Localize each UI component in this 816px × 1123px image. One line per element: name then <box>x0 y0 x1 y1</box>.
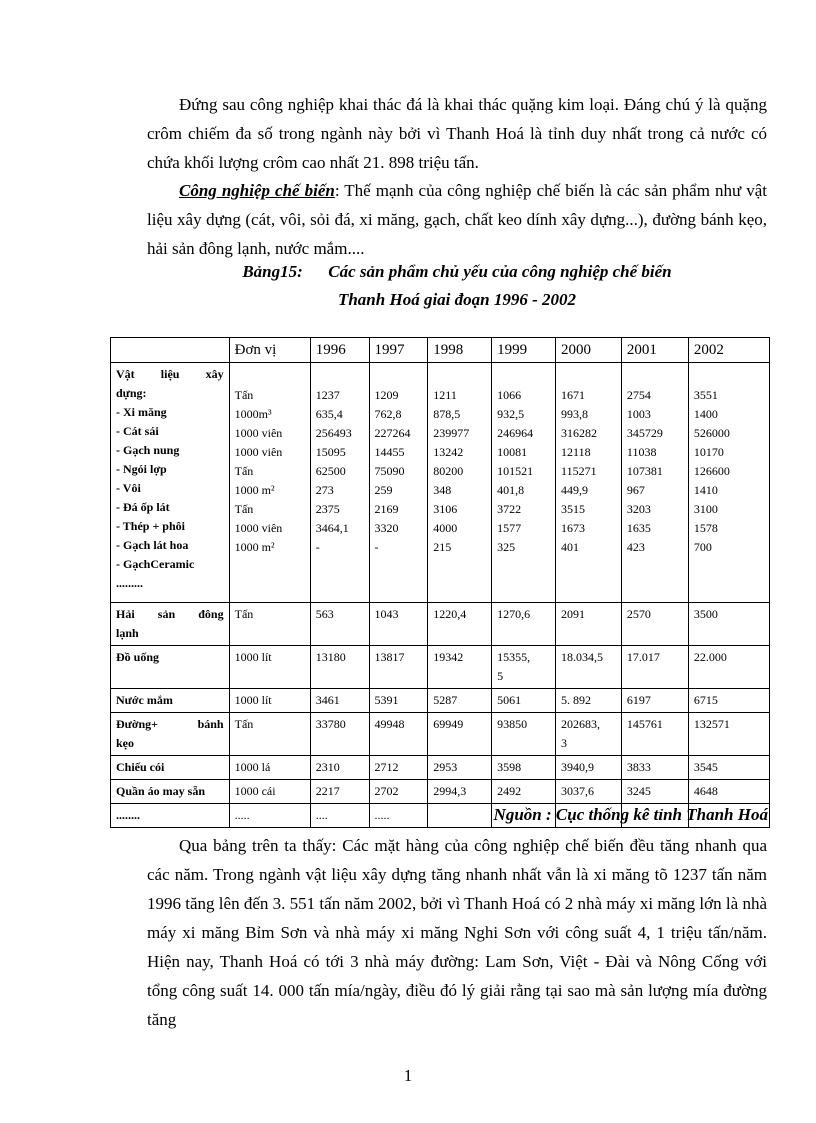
unit-value: 1000 viên <box>234 445 283 459</box>
value: 5061 <box>492 689 556 713</box>
value: 1270,6 <box>492 603 556 646</box>
value: 2754 <box>626 388 651 402</box>
unit-value: 1000 lít <box>229 646 310 689</box>
table-caption <box>147 258 767 314</box>
value: 62500 <box>315 464 346 478</box>
year-1997-cell <box>369 363 428 603</box>
product-name-line <box>116 715 224 734</box>
value: 259 <box>374 483 393 497</box>
value: 1635 <box>626 521 651 535</box>
value: - <box>315 540 320 554</box>
value: 3464,1 <box>315 521 349 535</box>
value: 1211 <box>433 388 457 402</box>
header-cell: 1996 <box>310 338 369 363</box>
value: 345729 <box>626 426 663 440</box>
value: 11038 <box>626 445 657 459</box>
value: 635,4 <box>315 407 343 421</box>
product-cell-seafood <box>111 603 230 646</box>
value: 967 <box>626 483 645 497</box>
value: 1410 <box>693 483 718 497</box>
unit-value: Tấn <box>234 502 254 516</box>
product-cell-sedge-mats: Chiếu cói <box>111 756 230 780</box>
header-cell: 1997 <box>369 338 428 363</box>
value: 69949 <box>428 713 492 756</box>
value: 2953 <box>428 756 492 780</box>
page-number: 1 <box>403 1066 413 1085</box>
value: 3500 <box>688 603 769 646</box>
unit-cell-building-materials <box>229 363 310 603</box>
paragraph-intro-text: Đứng sau công nghiệp khai thác đá là khai thác quặng kim loại. Đáng chú ý là quặng crôm chiếm đa số trong ngành này bởi vì Thanh Hoá là tỉnh duy nhất trong cả nước có chứa khối lượng crôm cao nhất 21. 898 triệu tấn. <box>147 95 767 172</box>
value: 6197 <box>621 689 688 713</box>
value: 2994,3 <box>428 780 492 804</box>
value: 316282 <box>561 426 598 440</box>
value: 1237 <box>315 388 340 402</box>
value: 12118 <box>561 445 591 459</box>
item-name: - Ngói lợp <box>116 462 167 476</box>
value: 401 <box>561 540 580 554</box>
product-name-word: sản <box>157 607 176 621</box>
product-name-word: bánh <box>197 717 224 731</box>
product-name-line2: lạnh <box>116 626 139 640</box>
value: 1673 <box>561 521 586 535</box>
product-name-line <box>116 605 224 624</box>
value: 15355, <box>497 650 531 664</box>
value: 1671 <box>561 388 586 402</box>
table-row-garments <box>111 780 770 804</box>
value: 3037,6 <box>556 780 622 804</box>
header-cell: 2000 <box>556 338 622 363</box>
ellipsis-cell: ........ <box>111 804 230 828</box>
paragraph-processing-text: : Thế mạnh của công nghiệp chế biến là các sản phẩm như vật liệu xây dựng (cát, vôi, sỏi đá, xi măng, gạch, chất keo dính xây dựng...), đường bánh kẹo, hải sản đông lạnh, nước mắm.... <box>147 181 767 258</box>
value: 18.034,5 <box>556 646 622 689</box>
paragraph-analysis <box>147 831 767 1034</box>
value: 3598 <box>492 756 556 780</box>
item-name: - Gạch lát hoa <box>116 538 189 552</box>
item-name: - Gạch nung <box>116 443 180 457</box>
value: 348 <box>433 483 452 497</box>
value: 17.017 <box>621 646 688 689</box>
unit-value: Tấn <box>229 603 310 646</box>
value: 4648 <box>688 780 769 804</box>
value: 239977 <box>433 426 470 440</box>
header-cell: 1999 <box>492 338 556 363</box>
year-1996-cell <box>310 363 369 603</box>
header-cell: Đơn vị <box>229 338 310 363</box>
value: 273 <box>315 483 334 497</box>
value: 22.000 <box>688 646 769 689</box>
table-row-beverages <box>111 646 770 689</box>
value: 10081 <box>497 445 528 459</box>
value: 3100 <box>693 502 718 516</box>
product-name-word: Hải <box>116 607 135 621</box>
value: 5. 892 <box>556 689 622 713</box>
value: 5391 <box>369 689 428 713</box>
unit-value: Tấn <box>234 464 254 478</box>
unit-value: Tấn <box>229 713 310 756</box>
product-cell-building-materials <box>111 363 230 603</box>
value: 3722 <box>497 502 522 516</box>
table-caption-line2: Thanh Hoá giai đoạn 1996 - 2002 <box>337 290 577 309</box>
value: - <box>374 540 379 554</box>
value: 2570 <box>621 603 688 646</box>
value: 115271 <box>561 464 597 478</box>
unit-value: 1000 m² <box>234 540 275 554</box>
value: 33780 <box>310 713 369 756</box>
value: 93850 <box>492 713 556 756</box>
value: 563 <box>310 603 369 646</box>
value: 3515 <box>561 502 586 516</box>
value: 101521 <box>497 464 534 478</box>
section-heading: Công nghiệp chế biến <box>179 181 335 200</box>
item-name: - Xi măng <box>116 405 167 419</box>
value: 246964 <box>497 426 534 440</box>
value: 1220,4 <box>428 603 492 646</box>
value: 878,5 <box>433 407 461 421</box>
value: 3245 <box>621 780 688 804</box>
value: 3461 <box>310 689 369 713</box>
value: 19342 <box>428 646 492 689</box>
value: 256493 <box>315 426 352 440</box>
value: 3106 <box>433 502 458 516</box>
product-cell-sugar <box>111 713 230 756</box>
ellipsis-cell: ..... <box>369 804 428 828</box>
paragraph-intro <box>147 90 767 177</box>
value: 6715 <box>688 689 769 713</box>
value: 75090 <box>374 464 405 478</box>
value: 1003 <box>626 407 651 421</box>
product-name-line2: kẹo <box>116 736 134 750</box>
value: 132571 <box>688 713 769 756</box>
table-row-fish-sauce <box>111 689 770 713</box>
value: 5287 <box>428 689 492 713</box>
value: 80200 <box>433 464 464 478</box>
value: 3545 <box>688 756 769 780</box>
value: 1043 <box>369 603 428 646</box>
header-cell: 2002 <box>688 338 769 363</box>
unit-value: 1000 cái <box>229 780 310 804</box>
item-name: - Thép + phôi <box>116 519 185 533</box>
item-name: - Cát sái <box>116 424 159 438</box>
value: 1209 <box>374 388 399 402</box>
unit-value: 1000m³ <box>234 407 272 421</box>
product-cell-garments: Quần áo may sẵn <box>111 780 230 804</box>
ellipsis-cell: ..... <box>229 804 310 828</box>
group-name-line <box>116 365 224 384</box>
value: 1400 <box>693 407 718 421</box>
value-cell <box>556 713 622 756</box>
group-name-line2: dựng: <box>116 386 147 400</box>
group-name-word: xây <box>205 367 224 381</box>
value: 1577 <box>497 521 522 535</box>
product-cell-fish-sauce: Nước mắm <box>111 689 230 713</box>
value: 15095 <box>315 445 346 459</box>
header-cell: 2001 <box>621 338 688 363</box>
unit-value: 1000 m² <box>234 483 275 497</box>
value: 13817 <box>369 646 428 689</box>
value: 13242 <box>433 445 464 459</box>
product-name-word: đông <box>198 607 224 621</box>
header-cell: 1998 <box>428 338 492 363</box>
year-1998-cell <box>428 363 492 603</box>
table-row-sugar-confectionery <box>111 713 770 756</box>
value: 13180 <box>310 646 369 689</box>
item-name: - GạchCeramic <box>116 557 195 571</box>
value: 932,5 <box>497 407 525 421</box>
value: 449,9 <box>561 483 589 497</box>
value: 993,8 <box>561 407 589 421</box>
value: 14455 <box>374 445 405 459</box>
value: 107381 <box>626 464 663 478</box>
value: 1066 <box>497 388 522 402</box>
value: 700 <box>693 540 712 554</box>
value-continuation: 5 <box>497 669 504 683</box>
table-row-sedge-mats <box>111 756 770 780</box>
value: 325 <box>497 540 516 554</box>
table-row-building-materials <box>111 363 770 603</box>
item-name: ......... <box>116 576 143 590</box>
value: 126600 <box>693 464 730 478</box>
value: 10170 <box>693 445 724 459</box>
group-name-word: liệu <box>160 367 180 381</box>
year-2000-cell <box>556 363 622 603</box>
ellipsis-cell: .... <box>310 804 369 828</box>
value: 401,8 <box>497 483 525 497</box>
value: 2091 <box>556 603 622 646</box>
value: 2492 <box>492 780 556 804</box>
product-name-word: Đường+ <box>116 717 159 731</box>
value: 3551 <box>693 388 718 402</box>
unit-value: 1000 lít <box>229 689 310 713</box>
paragraph-processing <box>147 176 767 263</box>
value: 3203 <box>626 502 651 516</box>
value: 227264 <box>374 426 411 440</box>
unit-value: Tấn <box>234 388 254 402</box>
unit-value: 1000 viên <box>234 521 283 535</box>
value: 145761 <box>621 713 688 756</box>
item-name: - Đá ốp lát <box>116 500 170 514</box>
value: 215 <box>433 540 452 554</box>
value: 202683, <box>561 717 601 731</box>
year-2001-cell <box>621 363 688 603</box>
value: 2169 <box>374 502 399 516</box>
paragraph-analysis-text: Qua bảng trên ta thấy: Các mặt hàng của công nghiệp chế biến đều tăng nhanh qua các năm. Trong ngành vật liệu xây dựng tăng nhanh nhất vẫn là xi măng tõ 1237 tấn năm 1996 tăng lên đến 3. 551 tấn năm 2002, bởi vì Thanh Hoá có 2 nhà máy xi măng lớn là nhà máy xi măng Bỉm Sơn và nhà máy xi măng Nghi Sơn với công suất 4, 1 triệu tấn/năm. Hiện nay, Thanh Hoá có tới 3 nhà máy đường: Lam Sơn, Việt - Đài và Nông Cống với tổng công suất 14. 000 tấn mía/ngày, điều đó lý giải rằng tại sao mà sản lượng mía đường tăng <box>147 836 767 1029</box>
header-cell <box>111 338 230 363</box>
group-name-word: Vật <box>116 367 135 381</box>
value-continuation: 3 <box>561 736 568 750</box>
value: 2217 <box>310 780 369 804</box>
value: 3940,9 <box>556 756 622 780</box>
value: 526000 <box>693 426 730 440</box>
table-header-row <box>111 338 770 363</box>
year-1999-cell <box>492 363 556 603</box>
product-cell-beverages: Đồ uống <box>111 646 230 689</box>
table-row-seafood <box>111 603 770 646</box>
value: 3833 <box>621 756 688 780</box>
unit-value: 1000 viên <box>234 426 283 440</box>
value: 762,8 <box>374 407 402 421</box>
table-source: Nguồn : Cục thống kê tỉnh Thanh Hoá <box>493 805 768 824</box>
products-table <box>110 337 770 828</box>
year-2002-cell <box>688 363 769 603</box>
value: 49948 <box>369 713 428 756</box>
value: 423 <box>626 540 645 554</box>
value: 2702 <box>369 780 428 804</box>
table-caption-line1: Bảng15: Các sản phẩm chủ yếu của công nghiệp chế biến <box>242 262 672 281</box>
value-cell <box>492 646 556 689</box>
value: 2310 <box>310 756 369 780</box>
item-name: - Vôi <box>116 481 141 495</box>
value: 4000 <box>433 521 458 535</box>
value: 1578 <box>693 521 718 535</box>
value: 2375 <box>315 502 340 516</box>
value: 3320 <box>374 521 399 535</box>
unit-value: 1000 lá <box>229 756 310 780</box>
value: 2712 <box>369 756 428 780</box>
